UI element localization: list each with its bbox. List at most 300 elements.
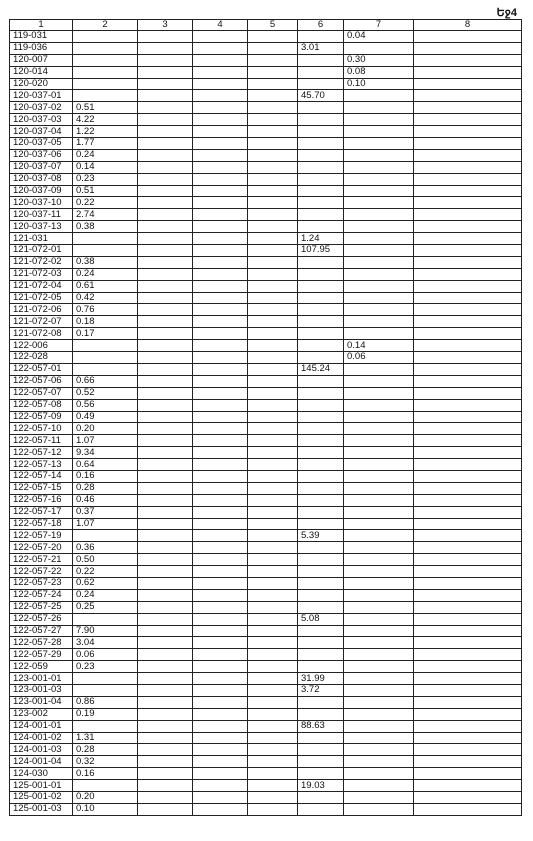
column-2-cell: 0.24: [73, 149, 138, 161]
column-3-cell: [138, 637, 193, 649]
column-7-cell: [344, 126, 414, 138]
column-3-cell: [138, 399, 193, 411]
table-row: [10, 352, 522, 364]
table-row: [10, 613, 522, 625]
column-3-cell: [138, 744, 193, 756]
column-8-cell: [414, 684, 522, 696]
column-8-cell: [414, 114, 522, 126]
column-8-cell: [414, 411, 522, 423]
column-5-cell: [248, 732, 298, 744]
column-2-cell: 2.74: [73, 209, 138, 221]
column-8-cell: [414, 375, 522, 387]
parcel-code-cell: 122-057-21: [10, 554, 73, 566]
column-3-cell: [138, 649, 193, 661]
table-row: [10, 197, 522, 209]
column-2-cell: 4.22: [73, 114, 138, 126]
column-8-cell: [414, 280, 522, 292]
column-5-cell: [248, 411, 298, 423]
column-6-cell: [298, 185, 344, 197]
column-5-cell: [248, 649, 298, 661]
column-5-cell: [248, 530, 298, 542]
column-7-cell: [344, 649, 414, 661]
column-8-cell: [414, 637, 522, 649]
column-8-cell: [414, 494, 522, 506]
column-4-cell: [193, 459, 248, 471]
column-7-cell: [344, 387, 414, 399]
column-2-cell: 0.86: [73, 696, 138, 708]
column-4-cell: [193, 542, 248, 554]
column-2-cell: 1.07: [73, 435, 138, 447]
column-6-cell: [298, 732, 344, 744]
column-5-cell: [248, 209, 298, 221]
table-row: [10, 138, 522, 150]
column-4-cell: [193, 566, 248, 578]
column-4-cell: [193, 328, 248, 340]
column-2-cell: [73, 530, 138, 542]
column-3-cell: [138, 803, 193, 815]
column-7-cell: [344, 375, 414, 387]
column-2-cell: 0.25: [73, 601, 138, 613]
column-2-cell: 0.36: [73, 542, 138, 554]
column-4-cell: [193, 102, 248, 114]
column-7-cell: [344, 161, 414, 173]
column-6-cell: [298, 304, 344, 316]
column-4-cell: [193, 268, 248, 280]
parcel-code-cell: 122-057-16: [10, 494, 73, 506]
column-2-cell: 0.52: [73, 387, 138, 399]
column-5-cell: [248, 435, 298, 447]
column-6-cell: [298, 209, 344, 221]
table-row: [10, 328, 522, 340]
column-4-cell: [193, 197, 248, 209]
column-7-cell: [344, 173, 414, 185]
column-4-cell: [193, 625, 248, 637]
parcel-code-cell: 122-057-11: [10, 435, 73, 447]
parcel-code-cell: 120-037-01: [10, 90, 73, 102]
column-3-cell: [138, 42, 193, 54]
column-8-cell: [414, 447, 522, 459]
column-3-cell: [138, 363, 193, 375]
column-6-cell: [298, 649, 344, 661]
parcel-code-cell: 121-072-04: [10, 280, 73, 292]
column-6-cell: [298, 221, 344, 233]
column-5-cell: [248, 66, 298, 78]
column-3-cell: [138, 66, 193, 78]
column-3-cell: [138, 506, 193, 518]
column-7-cell: [344, 494, 414, 506]
column-8-cell: [414, 66, 522, 78]
column-5-cell: [248, 126, 298, 138]
column-2-cell: 0.42: [73, 292, 138, 304]
column-6-cell: [298, 66, 344, 78]
table-row: [10, 173, 522, 185]
column-6-cell: [298, 803, 344, 815]
column-8-cell: [414, 138, 522, 150]
column-3-cell: [138, 149, 193, 161]
column-2-cell: 0.38: [73, 256, 138, 268]
column-4-cell: [193, 649, 248, 661]
column-7-cell: [344, 209, 414, 221]
column-2-cell: [73, 66, 138, 78]
table-row: [10, 673, 522, 685]
column-6-cell: [298, 280, 344, 292]
column-7-cell: [344, 221, 414, 233]
column-8-cell: [414, 744, 522, 756]
column-2-cell: 0.51: [73, 185, 138, 197]
column-4-cell: [193, 280, 248, 292]
column-6-cell: [298, 696, 344, 708]
column-5-cell: [248, 54, 298, 66]
column-6-cell: [298, 316, 344, 328]
column-4-cell: [193, 661, 248, 673]
table-row: [10, 42, 522, 54]
table-row: [10, 792, 522, 804]
parcel-code-cell: 120-037-03: [10, 114, 73, 126]
column-7-cell: [344, 566, 414, 578]
column-7-cell: [344, 399, 414, 411]
parcel-code-cell: 123-002: [10, 708, 73, 720]
column-5-cell: [248, 542, 298, 554]
table-row: [10, 185, 522, 197]
column-8-cell: [414, 161, 522, 173]
column-2-cell: 0.22: [73, 566, 138, 578]
column-5-cell: [248, 399, 298, 411]
column-7-cell: 0.10: [344, 78, 414, 90]
column-3-cell: [138, 435, 193, 447]
column-3-cell: [138, 268, 193, 280]
column-4-cell: [193, 732, 248, 744]
column-5-cell: [248, 292, 298, 304]
parcel-code-cell: 122-059: [10, 661, 73, 673]
column-5-cell: [248, 780, 298, 792]
table-row: [10, 423, 522, 435]
column-2-cell: 1.31: [73, 732, 138, 744]
column-2-cell: [73, 673, 138, 685]
column-2-cell: 0.24: [73, 268, 138, 280]
column-5-cell: [248, 792, 298, 804]
column-7-cell: [344, 696, 414, 708]
column-6-cell: [298, 589, 344, 601]
column-6-cell: [298, 197, 344, 209]
column-8-cell: [414, 31, 522, 43]
column-7-cell: [344, 470, 414, 482]
column-8-cell: [414, 268, 522, 280]
column-4-cell: [193, 494, 248, 506]
column-6-cell: [298, 149, 344, 161]
column-3-cell: [138, 316, 193, 328]
column-7-cell: [344, 185, 414, 197]
parcel-code-cell: 120-014: [10, 66, 73, 78]
column-6-cell: [298, 114, 344, 126]
column-3-cell: [138, 732, 193, 744]
table-row: [10, 530, 522, 542]
column-6-cell: [298, 708, 344, 720]
column-8-cell: [414, 221, 522, 233]
column-6-cell: [298, 637, 344, 649]
table-row: [10, 375, 522, 387]
column-5-cell: [248, 577, 298, 589]
column-4-cell: [193, 684, 248, 696]
column-8-cell: [414, 126, 522, 138]
column-5-cell: [248, 673, 298, 685]
column-8-cell: [414, 673, 522, 685]
column-4-cell: [193, 185, 248, 197]
column-3-cell: [138, 185, 193, 197]
column-7-cell: [344, 708, 414, 720]
parcel-code-cell: 122-057-12: [10, 447, 73, 459]
column-5-cell: [248, 637, 298, 649]
column-2-cell: [73, 245, 138, 257]
column-7-cell: 0.30: [344, 54, 414, 66]
column-2-cell: [73, 780, 138, 792]
column-7-cell: 0.06: [344, 352, 414, 364]
column-7-cell: [344, 518, 414, 530]
column-6-cell: [298, 126, 344, 138]
table-row: [10, 78, 522, 90]
column-7-cell: [344, 149, 414, 161]
column-5-cell: [248, 684, 298, 696]
column-5-cell: [248, 102, 298, 114]
column-2-cell: 0.16: [73, 470, 138, 482]
column-8-cell: [414, 233, 522, 245]
column-8-cell: [414, 625, 522, 637]
table-row: [10, 149, 522, 161]
column-5-cell: [248, 138, 298, 150]
column-7-cell: [344, 732, 414, 744]
column-7-cell: [344, 542, 414, 554]
column-8-cell: [414, 435, 522, 447]
land-parcel-table: [9, 19, 522, 816]
column-6-cell: [298, 566, 344, 578]
parcel-code-cell: 122-057-13: [10, 459, 73, 471]
column-2-cell: 0.14: [73, 161, 138, 173]
column-8-cell: [414, 363, 522, 375]
parcel-code-cell: 125-001-03: [10, 803, 73, 815]
table-row: [10, 102, 522, 114]
parcel-code-cell: 125-001-01: [10, 780, 73, 792]
column-7-cell: [344, 90, 414, 102]
column-5-cell: [248, 256, 298, 268]
column-7-cell: [344, 423, 414, 435]
column-2-cell: 0.56: [73, 399, 138, 411]
column-6-cell: [298, 387, 344, 399]
column-6-cell: [298, 577, 344, 589]
column-2-cell: 1.07: [73, 518, 138, 530]
column-6-cell: 88.63: [298, 720, 344, 732]
column-8-cell: [414, 173, 522, 185]
column-5-cell: [248, 197, 298, 209]
column-7-cell: [344, 304, 414, 316]
column-3-cell: [138, 494, 193, 506]
column-3-cell: [138, 173, 193, 185]
parcel-code-cell: 122-057-29: [10, 649, 73, 661]
parcel-code-cell: 121-031: [10, 233, 73, 245]
column-4-cell: [193, 447, 248, 459]
column-2-cell: 0.28: [73, 482, 138, 494]
column-7-cell: [344, 256, 414, 268]
column-7-cell: [344, 625, 414, 637]
column-7-cell: 0.08: [344, 66, 414, 78]
parcel-code-cell: 120-037-08: [10, 173, 73, 185]
column-8-cell: [414, 756, 522, 768]
column-5-cell: [248, 221, 298, 233]
column-6-cell: [298, 518, 344, 530]
column-8-cell: [414, 554, 522, 566]
column-7-cell: [344, 673, 414, 685]
column-5-cell: [248, 506, 298, 518]
column-6-cell: 3.72: [298, 684, 344, 696]
column-6-cell: [298, 554, 344, 566]
table-row: [10, 649, 522, 661]
column-6-cell: [298, 470, 344, 482]
column-2-cell: 0.24: [73, 589, 138, 601]
column-header: 7: [344, 20, 414, 31]
column-5-cell: [248, 316, 298, 328]
table-row: [10, 744, 522, 756]
column-4-cell: [193, 256, 248, 268]
column-2-cell: 0.64: [73, 459, 138, 471]
column-3-cell: [138, 126, 193, 138]
column-5-cell: [248, 447, 298, 459]
column-8-cell: [414, 566, 522, 578]
parcel-code-cell: 120-037-04: [10, 126, 73, 138]
column-3-cell: [138, 589, 193, 601]
column-8-cell: [414, 696, 522, 708]
column-5-cell: [248, 482, 298, 494]
column-6-cell: [298, 54, 344, 66]
column-7-cell: [344, 316, 414, 328]
column-3-cell: [138, 542, 193, 554]
parcel-code-cell: 120-020: [10, 78, 73, 90]
column-5-cell: [248, 554, 298, 566]
parcel-code-cell: 124-001-04: [10, 756, 73, 768]
column-4-cell: [193, 42, 248, 54]
column-5-cell: [248, 280, 298, 292]
column-6-cell: [298, 328, 344, 340]
table-row: [10, 233, 522, 245]
column-2-cell: 0.06: [73, 649, 138, 661]
table-row: [10, 506, 522, 518]
column-header: 3: [138, 20, 193, 31]
column-header: 5: [248, 20, 298, 31]
column-7-cell: [344, 411, 414, 423]
column-5-cell: [248, 661, 298, 673]
column-6-cell: [298, 399, 344, 411]
column-7-cell: 0.14: [344, 340, 414, 352]
table-header-row: [10, 20, 522, 31]
column-8-cell: [414, 518, 522, 530]
column-3-cell: [138, 161, 193, 173]
column-6-cell: 107.95: [298, 245, 344, 257]
column-3-cell: [138, 482, 193, 494]
column-5-cell: [248, 756, 298, 768]
column-8-cell: [414, 780, 522, 792]
parcel-code-cell: 122-057-10: [10, 423, 73, 435]
column-8-cell: [414, 304, 522, 316]
column-2-cell: 0.18: [73, 316, 138, 328]
parcel-code-cell: 123-001-01: [10, 673, 73, 685]
column-2-cell: 0.19: [73, 708, 138, 720]
column-4-cell: [193, 138, 248, 150]
table-row: [10, 684, 522, 696]
column-2-cell: 0.28: [73, 744, 138, 756]
parcel-code-cell: 121-072-06: [10, 304, 73, 316]
column-2-cell: 0.46: [73, 494, 138, 506]
column-header: 1: [10, 20, 73, 31]
column-3-cell: [138, 792, 193, 804]
parcel-code-cell: 120-037-05: [10, 138, 73, 150]
table-row: [10, 280, 522, 292]
column-7-cell: [344, 780, 414, 792]
column-4-cell: [193, 601, 248, 613]
column-4-cell: [193, 673, 248, 685]
column-2-cell: 0.10: [73, 803, 138, 815]
parcel-code-cell: 124-001-02: [10, 732, 73, 744]
table-body: [10, 31, 522, 816]
column-7-cell: [344, 530, 414, 542]
parcel-code-cell: 122-057-28: [10, 637, 73, 649]
column-8-cell: [414, 209, 522, 221]
column-6-cell: [298, 375, 344, 387]
column-8-cell: [414, 340, 522, 352]
table-row: [10, 54, 522, 66]
column-2-cell: 0.38: [73, 221, 138, 233]
table-row: [10, 435, 522, 447]
column-8-cell: [414, 42, 522, 54]
column-4-cell: [193, 161, 248, 173]
parcel-code-cell: 120-037-10: [10, 197, 73, 209]
column-4-cell: [193, 292, 248, 304]
column-5-cell: [248, 589, 298, 601]
column-3-cell: [138, 673, 193, 685]
column-6-cell: 5.39: [298, 530, 344, 542]
column-5-cell: [248, 328, 298, 340]
column-4-cell: [193, 209, 248, 221]
column-5-cell: [248, 173, 298, 185]
column-6-cell: [298, 661, 344, 673]
column-2-cell: 7.90: [73, 625, 138, 637]
column-4-cell: [193, 387, 248, 399]
column-5-cell: [248, 470, 298, 482]
table-row: [10, 637, 522, 649]
column-2-cell: [73, 233, 138, 245]
parcel-code-cell: 121-072-03: [10, 268, 73, 280]
column-3-cell: [138, 661, 193, 673]
column-2-cell: 0.23: [73, 661, 138, 673]
column-4-cell: [193, 613, 248, 625]
column-7-cell: [344, 233, 414, 245]
column-3-cell: [138, 328, 193, 340]
column-3-cell: [138, 352, 193, 364]
column-6-cell: [298, 173, 344, 185]
column-8-cell: [414, 245, 522, 257]
column-5-cell: [248, 708, 298, 720]
column-7-cell: [344, 684, 414, 696]
column-3-cell: [138, 780, 193, 792]
table-row: [10, 447, 522, 459]
column-8-cell: [414, 577, 522, 589]
parcel-code-cell: 122-057-01: [10, 363, 73, 375]
table-row: [10, 245, 522, 257]
column-4-cell: [193, 233, 248, 245]
column-8-cell: [414, 601, 522, 613]
column-2-cell: [73, 340, 138, 352]
column-3-cell: [138, 114, 193, 126]
column-4-cell: [193, 316, 248, 328]
column-8-cell: [414, 506, 522, 518]
column-7-cell: [344, 197, 414, 209]
column-2-cell: 3.04: [73, 637, 138, 649]
